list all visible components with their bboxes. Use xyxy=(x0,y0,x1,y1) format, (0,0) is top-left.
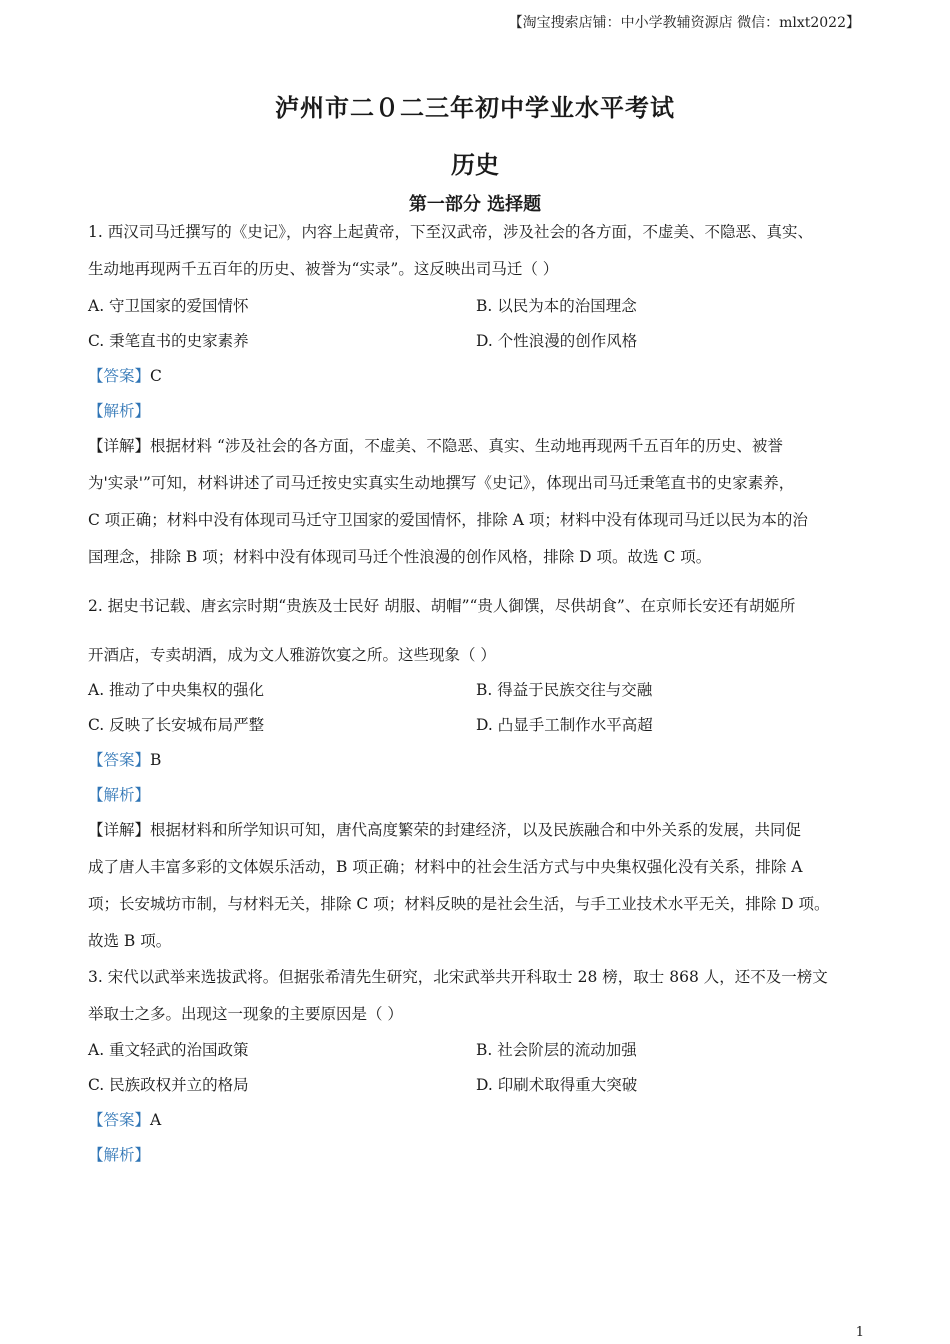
detail-text: 根据材料 “涉及社会的各方面，不虚美、不隐恶、真实、生动地再现两千五百年的历史、被誉 xyxy=(150,437,783,455)
q2-analysis-label xyxy=(88,783,150,805)
answer-value: C xyxy=(150,367,162,385)
q1-stem-line2: 生动地再现两千五百年的历史、被誉为“实录”。这反映出司马迁（ ） xyxy=(88,260,559,278)
q2-option-d: D. 凸显手工制作水平高超 xyxy=(476,716,653,734)
q1-detail-line1 xyxy=(88,434,783,456)
analysis-label: 【解析】 xyxy=(88,786,151,804)
answer-value: A xyxy=(150,1111,162,1129)
q1-detail-line3: C 项正确；材料中没有体现司马迁守卫国家的爱国情怀，排除 A 项；材料中没有体现司马迁以民为本的治 xyxy=(88,511,808,529)
q3-option-c: C. 民族政权并立的格局 xyxy=(88,1076,249,1094)
q2-option-b: B. 得益于民族交往与交融 xyxy=(476,681,653,699)
answer-label: 【答案】 xyxy=(88,367,151,385)
header-note: 【淘宝搜索店铺：中小学教辅资源店 微信：mlxt2022】 xyxy=(508,15,860,31)
page-number: 1 xyxy=(855,1325,864,1340)
analysis-label: 【解析】 xyxy=(88,402,151,420)
detail-label: 【详解】 xyxy=(88,437,151,455)
answer-label: 【答案】 xyxy=(88,751,151,769)
q1-stem-line1: 1. 西汉司马迁撰写的《史记》，内容上起黄帝，下至汉武帝，涉及社会的各方面，不虚美、不隐恶、真实、 xyxy=(88,223,813,241)
q3-analysis-label xyxy=(88,1143,150,1165)
q2-option-c: C. 反映了长安城布局严整 xyxy=(88,716,265,734)
q1-detail-line2: 为'实录'”可知，材料讲述了司马迁按史实真实生动地撰写《史记》，体现出司马迁秉笔直书的史家素养， xyxy=(88,474,795,492)
q2-detail-line1 xyxy=(88,818,801,840)
q2-detail-line4: 故选 B 项。 xyxy=(88,932,172,950)
q2-option-a: A. 推动了中央集权的强化 xyxy=(88,681,265,699)
detail-label: 【详解】 xyxy=(88,821,151,839)
q3-answer xyxy=(88,1108,161,1130)
q2-detail-line2: 成了唐人丰富多彩的文体娱乐活动，B 项正确；材料中的社会生活方式与中央集权强化没有关系，排除 A xyxy=(88,858,803,876)
q3-option-b: B. 社会阶层的流动加强 xyxy=(476,1041,637,1059)
analysis-label: 【解析】 xyxy=(88,1146,151,1164)
q3-stem-line2: 举取士之多。出现这一现象的主要原因是（ ） xyxy=(88,1005,403,1023)
exam-title: 泸州市二０二三年初中学业水平考试 xyxy=(275,93,675,122)
q1-option-c: C. 秉笔直书的史家素养 xyxy=(88,332,249,350)
q3-stem-line1: 3. 宋代以武举来选拔武将。但据张希清先生研究，北宋武举共开科取士 28 榜，取士 868 人，还不及一榜文 xyxy=(88,968,828,986)
q3-option-a: A. 重文轻武的治国政策 xyxy=(88,1041,249,1059)
q2-detail-line3: 项；长安城坊市制，与材料无关，排除 C 项；材料反映的是社会生活，与手工业技术水平无关，排除 D 项。 xyxy=(88,895,830,913)
q3-option-d: D. 印刷术取得重大突破 xyxy=(476,1076,638,1094)
q2-stem-line1: 2. 据史书记载、唐玄宗时期“贵族及士民好 胡服、胡帽”“贵人御馔，尽供胡食”、在京师长安还有胡姬所 xyxy=(88,597,796,615)
q1-option-d: D. 个性浪漫的创作风格 xyxy=(476,332,638,350)
q2-answer xyxy=(88,748,161,770)
q1-option-b: B. 以民为本的治国理念 xyxy=(476,297,637,315)
section-title: 第一部分 选择题 xyxy=(408,194,542,215)
answer-value: B xyxy=(150,751,162,769)
q2-stem-line2: 开酒店，专卖胡酒，成为文人雅游饮宴之所。这些现象（ ） xyxy=(88,646,496,664)
detail-text: 根据材料和所学知识可知，唐代高度繁荣的封建经济，以及民族融合和中外关系的发展，共同促 xyxy=(150,821,802,839)
q1-analysis-label xyxy=(88,399,150,421)
q1-detail-line4: 国理念，排除 B 项；材料中没有体现司马迁个性浪漫的创作风格，排除 D 项。故选 C 项。 xyxy=(88,548,712,566)
subject-title: 历史 xyxy=(451,150,499,179)
q1-option-a: A. 守卫国家的爱国情怀 xyxy=(88,297,249,315)
answer-label: 【答案】 xyxy=(88,1111,151,1129)
q1-answer xyxy=(88,364,162,386)
